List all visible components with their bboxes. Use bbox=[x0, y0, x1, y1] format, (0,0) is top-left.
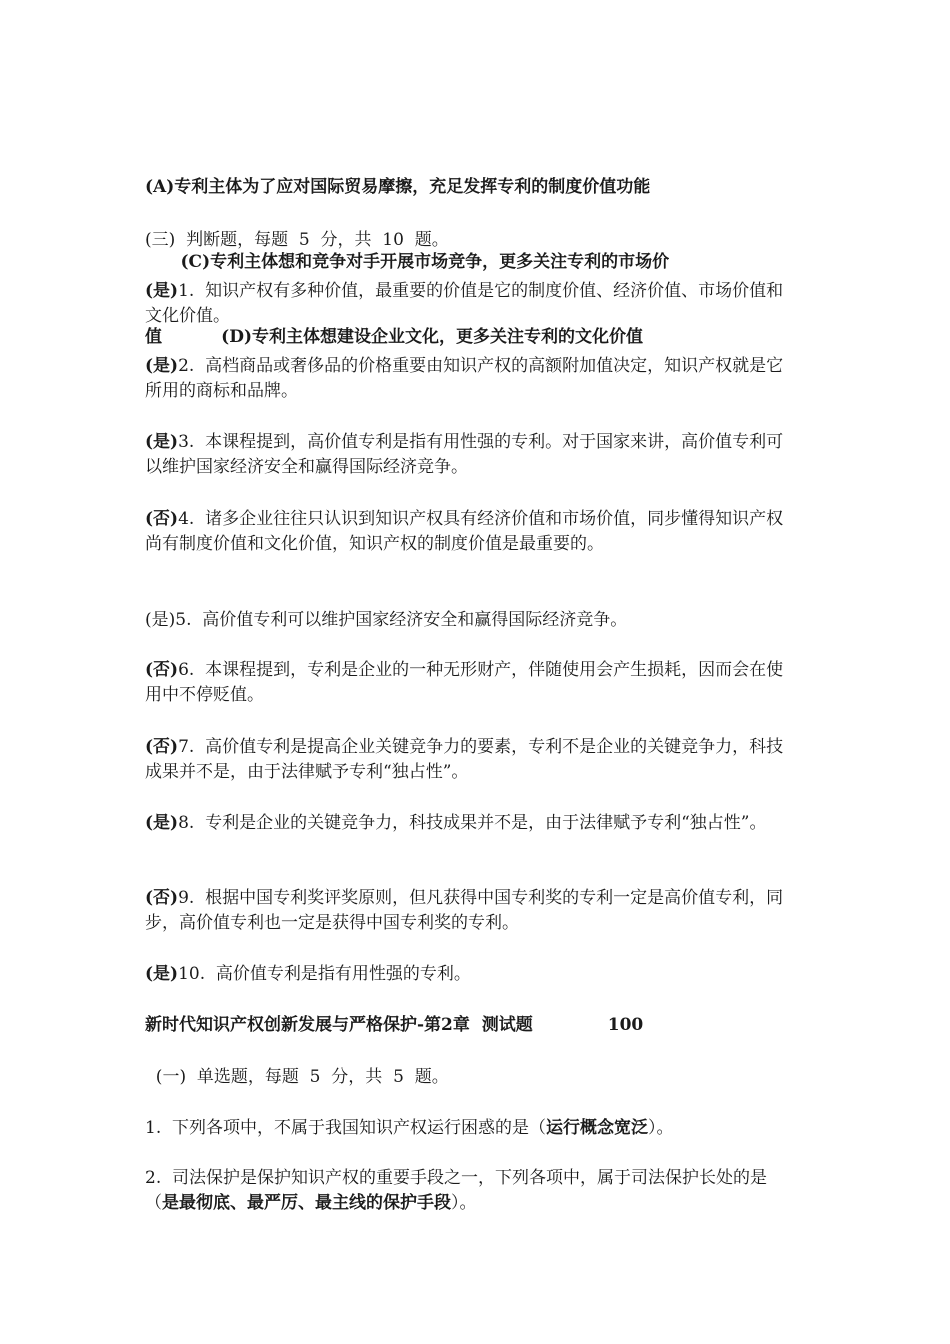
question-answer: 是最彻底、最严厉、最主线的保护手段 bbox=[162, 1193, 451, 1213]
judgment-answer: (是) bbox=[145, 281, 179, 301]
judgment-text: 4. 诸多企业往往只认识到知识产权具有经济价值和市场价值，同步懂得知识产权尚有制度价值和文化价值，知识产权的制度价值是最重要的。 bbox=[145, 509, 784, 554]
judgment-item bbox=[145, 886, 800, 936]
judgment-answer: (是) bbox=[145, 432, 179, 452]
question-suffix: ）。 bbox=[648, 1118, 674, 1138]
judgment-text: 9. 根据中国专利奖评奖原则，但凡获得中国专利奖的专利一定是高价值专利，同步，高价值专利也一定是获得中国专利奖的专利。 bbox=[145, 888, 784, 933]
section-heading-judgment: (三) 判断题，每题 5 分，共 10 题。 bbox=[145, 230, 449, 250]
judgment-item bbox=[145, 658, 800, 708]
judgment-item bbox=[145, 279, 800, 329]
judgment-text: 2. 高档商品或奢侈品的价格重要由知识产权的高额附加值决定，知识产权就是它所用的商标和品牌。 bbox=[145, 356, 784, 401]
question-text: 2. 司法保护是保护知识产权的重要手段之一，下列各项中，属于司法保护长处的是（ bbox=[145, 1168, 768, 1213]
judgment-item bbox=[145, 430, 800, 480]
option-line-a: (A)专利主体为了应对国际贸易摩擦，充足发挥专利的制度价值功能 bbox=[145, 177, 651, 197]
question-answer: 运行概念宽泛 bbox=[546, 1118, 649, 1138]
judgment-item bbox=[145, 735, 800, 785]
judgment-item bbox=[145, 507, 800, 557]
judgment-answer: (是) bbox=[145, 964, 179, 984]
judgment-answer: (是) bbox=[145, 356, 179, 376]
chapter-score: 100 bbox=[607, 1015, 644, 1035]
chapter-title: 新时代知识产权创新发展与严格保护-第2章 测试题 bbox=[145, 1015, 533, 1035]
judgment-answer: (否) bbox=[145, 660, 179, 680]
option-line-c: (C)专利主体想和竞争对手开展市场竞争，更多关注专利的市场价 bbox=[145, 252, 670, 272]
judgment-item bbox=[145, 962, 800, 987]
judgment-text: 3. 本课程提到，高价值专利是指有用性强的专利。对于国家来讲，高价值专利可以维护国家经济安全和赢得国际经济竞争。 bbox=[145, 432, 784, 477]
judgment-text: 6. 本课程提到，专利是企业的一种无形财产，伴随使用会产生损耗，因而会在使用中不停贬值。 bbox=[145, 660, 784, 705]
option-line-d: 值 (D)专利主体想建设企业文化，更多关注专利的文化价值 bbox=[145, 327, 644, 347]
judgment-text: 5. 高价值专利可以维护国家经济安全和赢得国际经济竞争。 bbox=[175, 610, 628, 630]
judgment-answer: (是) bbox=[145, 813, 179, 833]
chapter-heading bbox=[145, 1013, 800, 1038]
judgment-answer: (否) bbox=[145, 509, 179, 529]
judgment-answer: (是) bbox=[145, 610, 176, 630]
judgment-item bbox=[145, 354, 800, 404]
judgment-text: 10. 高价值专利是指有用性强的专利。 bbox=[178, 964, 471, 984]
judgment-text: 8. 专利是企业的关键竞争力，科技成果并不是，由于法律赋予专利“独占性”。 bbox=[178, 813, 767, 833]
question-text: 1. 下列各项中，不属于我国知识产权运行困惑的是（ bbox=[145, 1118, 547, 1138]
judgment-text: 7. 高价值专利是提高企业关键竞争力的要素，专利不是企业的关键竞争力，科技成果并不是，由于法律赋予专利“独占性”。 bbox=[145, 737, 784, 782]
judgment-text: 1. 知识产权有多种价值，最重要的价值是它的制度价值、经济价值、市场价值和文化价值。 bbox=[145, 281, 784, 326]
question-item bbox=[145, 1116, 800, 1141]
question-item bbox=[145, 1166, 800, 1216]
judgment-answer: (否) bbox=[145, 888, 179, 908]
judgment-answer: (否) bbox=[145, 737, 179, 757]
judgment-item bbox=[145, 811, 800, 836]
judgment-item bbox=[145, 608, 800, 633]
question-suffix: ）。 bbox=[451, 1193, 477, 1213]
section-heading-single-choice: (一) 单选题，每题 5 分，共 5 题。 bbox=[145, 1067, 449, 1087]
